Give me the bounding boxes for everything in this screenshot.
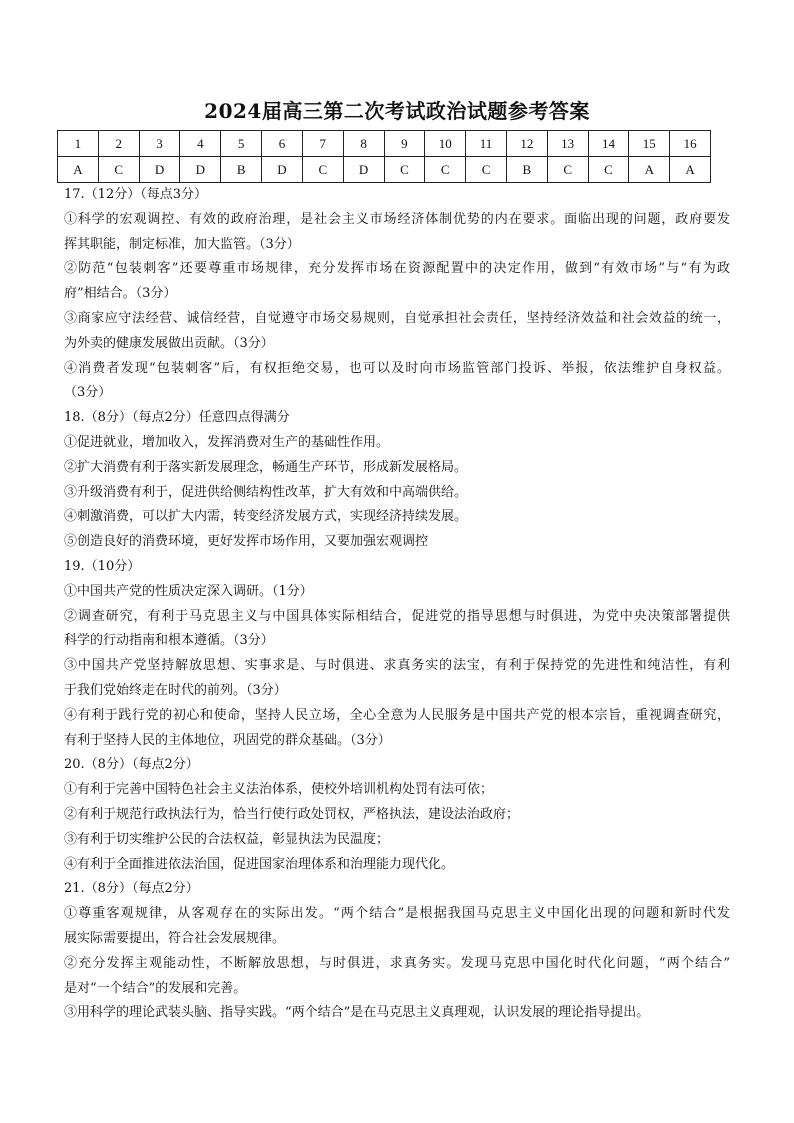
- answer-choice-cell: A: [629, 157, 670, 183]
- answer-line: ③有利于切实维护公民的合法权益，彰显执法为民温度；: [64, 831, 390, 847]
- answer-line: 为外卖的健康发展做出贡献。（3分）: [64, 335, 274, 351]
- answer-content: [64, 183, 730, 1026]
- answer-line: ②有利于规范行政执法行为，恰当行使行政处罚权，严格执法，建设法治政府；: [64, 806, 520, 822]
- answer-line: 有利于坚持人民的主体地位，巩固党的群众基础。（3分）: [64, 732, 391, 748]
- document-title: 2024届高三第二次考试政治试题参考答案: [204, 99, 590, 123]
- question-number-cell: 15: [629, 131, 670, 157]
- answer-table: [57, 130, 711, 183]
- question-number-cell: 12: [506, 131, 547, 157]
- answer-line: 于我们党始终走在时代的前列。（3分）: [64, 682, 287, 698]
- question-number-cell: 8: [343, 131, 384, 157]
- answer-line: 科学的行动指南和根本遵循。（3分）: [64, 633, 274, 649]
- answer-choice-cell: C: [466, 157, 507, 183]
- answer-choice-cell: A: [670, 157, 711, 183]
- answer-line: ②调查研究，有利于马克思主义与中国具体实际相结合，促进党的指导思想与时俱进，为党中央决策部署提供: [64, 608, 730, 624]
- answer-line: ④有利于践行党的初心和使命，坚持人民立场，全心全意为人民服务是中国共产党的根本宗旨，重视调查研究，: [64, 707, 730, 723]
- question-number-cell: 4: [180, 131, 221, 157]
- answer-choice-cell: C: [425, 157, 466, 183]
- answer-line: ④有利于全面推进依法治国，促进国家治理体系和治理能力现代化。: [64, 856, 455, 872]
- question-number-cell: 9: [384, 131, 425, 157]
- answer-line: （3分）: [64, 385, 112, 401]
- answer-choice-cell: D: [343, 157, 384, 183]
- answer-choice-cell: B: [506, 157, 547, 183]
- question-number-cell: 6: [262, 131, 303, 157]
- answer-line: 是对“一个结合”的发展和完善。: [64, 980, 247, 996]
- answer-choice-cell: C: [384, 157, 425, 183]
- answer-table-answer-row: [58, 157, 711, 183]
- answer-line: ①尊重客观规律，从客观存在的实际出发。“两个结合”是根据我国马克思主义中国化出现的问题和新时代发: [64, 906, 730, 922]
- answer-choice-cell: C: [302, 157, 343, 183]
- answer-line: 展实际需要提出，符合社会发展规律。: [64, 930, 286, 946]
- question-heading: 17.（12分）（每点3分）: [64, 187, 207, 202]
- answer-line: ①中国共产党的性质决定深入调研。（1分）: [64, 583, 313, 599]
- answer-choice-cell: B: [221, 157, 262, 183]
- question-number-cell: 5: [221, 131, 262, 157]
- answer-line: ①有利于完善中国特色社会主义法治体系，使校外培训机构处罚有法可依；: [64, 782, 494, 798]
- answer-table-number-row: [58, 131, 711, 157]
- answer-line: ②充分发挥主观能动性，不断解放思想，与时俱进，求真务实。发现马克思中国化时代化问题，“两个结合”: [64, 955, 730, 971]
- answer-choice-cell: D: [262, 157, 303, 183]
- answer-line: 府”相结合。（3分）: [64, 286, 177, 302]
- answer-line: ④刺激消费，可以扩大内需，转变经济发展方式，实现经济持续发展。: [64, 509, 468, 525]
- answer-line: ①科学的宏观调控、有效的政府治理，是社会主义市场经济体制优势的内在要求。面临出现的问题，政府要发: [64, 211, 730, 227]
- question-number-cell: 7: [302, 131, 343, 157]
- answer-line: ②扩大消费有利于落实新发展理念，畅通生产环节，形成新发展格局。: [64, 459, 468, 475]
- answer-line: 挥其职能，制定标准，加大监管。（3分）: [64, 236, 300, 252]
- answer-choice-cell: C: [588, 157, 629, 183]
- answer-line: ①促进就业，增加收入，发挥消费对生产的基础性作用。: [64, 434, 390, 450]
- question-number-cell: 13: [547, 131, 588, 157]
- answer-choice-cell: D: [139, 157, 180, 183]
- question-heading: 19.（10分）: [64, 558, 141, 574]
- question-heading: 20.（8分）（每点2分）: [64, 757, 199, 773]
- question-number-cell: 11: [466, 131, 507, 157]
- answer-line: ③升级消费有利于，促进供给侧结构性改革，扩大有效和中高端供给。: [64, 484, 468, 500]
- question-number-cell: 1: [58, 131, 99, 157]
- answer-line: ⑤创造良好的消费环境，更好发挥市场作用，又要加强宏观调控: [64, 534, 429, 550]
- answer-line: ④消费者发现“包装刺客”后，有权拒绝交易，也可以及时向市场监管部门投诉、举报，依法维护自身权益。: [64, 360, 730, 376]
- answer-choice-cell: D: [180, 157, 221, 183]
- question-number-cell: 2: [98, 131, 139, 157]
- question-heading: 21.（8分）（每点2分）: [64, 881, 199, 897]
- question-number-cell: 10: [425, 131, 466, 157]
- question-number-cell: 3: [139, 131, 180, 157]
- question-number-cell: 14: [588, 131, 629, 157]
- answer-line: ③中国共产党坚持解放思想、实事求是、与时俱进、求真务实的法宝，有利于保持党的先进性和纯洁性，有利: [64, 658, 730, 674]
- answer-line: ③用科学的理论武装头脑、指导实践。“两个结合”是在马克思主义真理观，认识发展的理论指导提出。: [64, 1005, 650, 1021]
- question-heading: 18.（8分）（每点2分）任意四点得满分: [64, 410, 290, 426]
- question-number-cell: 16: [670, 131, 711, 157]
- answer-choice-cell: A: [58, 157, 99, 183]
- answer-line: ②防范“包装刺客”还要尊重市场规律，充分发挥市场在资源配置中的决定作用，做到“有效市场”与“有为政: [64, 261, 730, 277]
- answer-choice-cell: C: [98, 157, 139, 183]
- answer-line: ③商家应守法经营、诚信经营，自觉遵守市场交易规则，自觉承担社会责任，坚持经济效益和社会效益的统一，: [64, 310, 730, 326]
- answer-choice-cell: C: [547, 157, 588, 183]
